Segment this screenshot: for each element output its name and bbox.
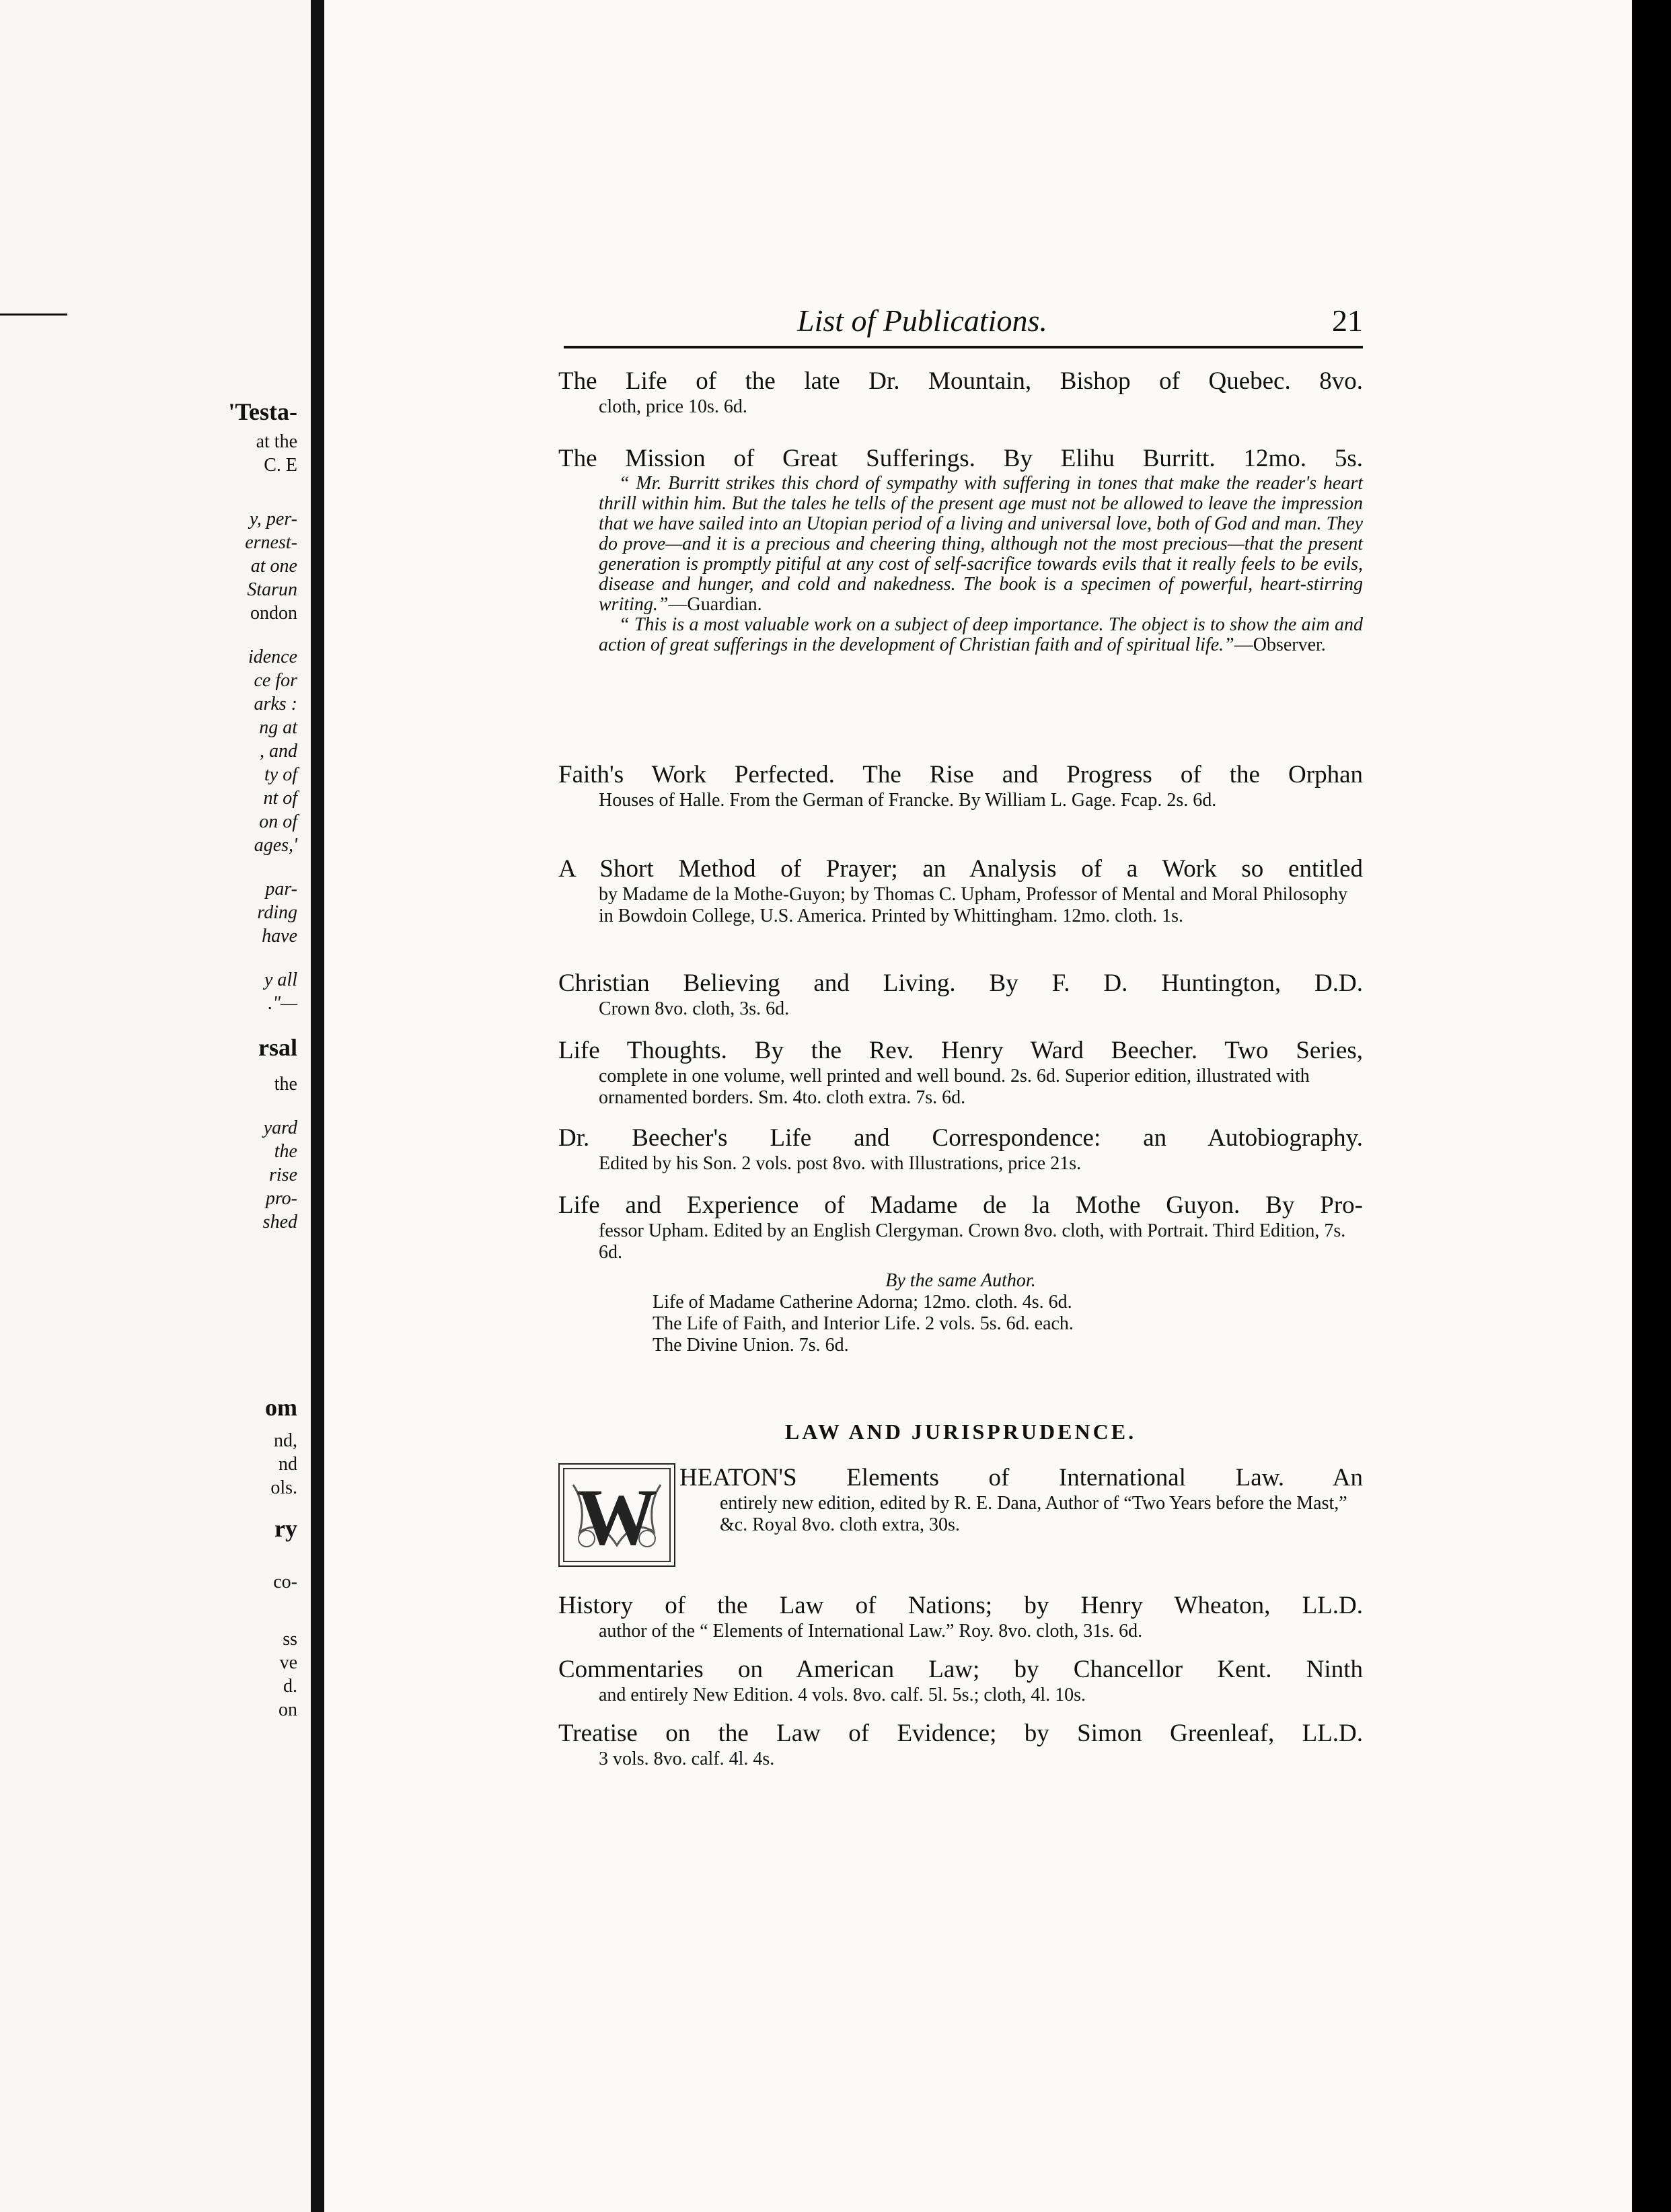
list-item: Life of Madame Catherine Adorna; 12mo. cloth. 4s. 6d. bbox=[653, 1292, 1072, 1313]
quote-source: —Observer. bbox=[1234, 634, 1326, 655]
left-fragment-text: idence bbox=[248, 647, 297, 667]
left-fragment-text: y, per- bbox=[250, 509, 297, 529]
ornamental-dropcap bbox=[558, 1463, 675, 1567]
left-fragment-text: , and bbox=[260, 741, 297, 762]
left-fragment-text: ve bbox=[279, 1652, 297, 1673]
entry-title: Treatise on the Law of Evidence; by Simon Greenleaf, LL.D. bbox=[558, 1720, 1363, 1747]
entry-desc: Crown 8vo. cloth, 3s. 6d. bbox=[599, 998, 790, 1019]
left-fragment-text: ry bbox=[274, 1515, 297, 1542]
entry-desc: author of the “ Elements of International Law.” Roy. 8vo. cloth, 31s. 6d. bbox=[599, 1621, 1143, 1642]
left-fragment-text: nd bbox=[278, 1454, 297, 1475]
quote-source: —Guardian. bbox=[668, 594, 762, 615]
left-fragment-text: ernest- bbox=[245, 532, 297, 553]
left-fragment-text: ."— bbox=[268, 993, 297, 1014]
left-fragment-text: C. E bbox=[264, 455, 297, 476]
left-fragment-text: arks : bbox=[254, 694, 297, 714]
left-fragment-text: at the bbox=[256, 431, 297, 452]
left-fragment-text: nt of bbox=[263, 788, 297, 809]
left-fragment-text: par- bbox=[265, 879, 297, 899]
wheaton-text bbox=[679, 1463, 1363, 1536]
left-fragment-text: rsal bbox=[258, 1034, 297, 1061]
entry-title: Dr. Beecher's Life and Correspondence: an Autobiography. bbox=[558, 1124, 1363, 1152]
left-fragment-text: Starun bbox=[247, 579, 297, 600]
same-author-label: By the same Author. bbox=[885, 1270, 1036, 1291]
left-fragment-text: shed bbox=[262, 1212, 297, 1232]
review-quotes bbox=[599, 474, 1363, 655]
entry-history bbox=[558, 1591, 1363, 1642]
entry-title: History of the Law of Nations; by Henry Wheaton, LL.D. bbox=[558, 1592, 1363, 1619]
quote-text: “ This is a most valuable work on a subject of deep importance. The object is to show the aim and action of great sufferings in the development of Christian faith and of spiritual life.” bbox=[599, 614, 1363, 655]
running-header bbox=[558, 289, 1363, 343]
list-item: The Life of Faith, and Interior Life. 2 vols. 5s. 6d. each. bbox=[653, 1313, 1074, 1334]
entry-title: Commentaries on American Law; by Chancellor Kent. Ninth bbox=[558, 1656, 1363, 1683]
entry-kent bbox=[558, 1655, 1363, 1706]
left-fragment-text: ages,' bbox=[254, 835, 297, 856]
entry-title: A Short Method of Prayer; an Analysis of a Work so entitled bbox=[558, 855, 1363, 883]
left-fragment-text: nd, bbox=[274, 1430, 297, 1451]
entry-desc: by Madame de la Mothe-Guyon; by Thomas C. Upham, Professor of Mental and Moral Philosophy in Bowdoin College, U.S. America. Printed by Whittingham. 12mo. cloth. 1s. bbox=[599, 884, 1348, 926]
running-title: List of Publications. bbox=[797, 303, 1047, 338]
left-fragment-text: ondon bbox=[250, 603, 297, 624]
left-fragment-text: on bbox=[278, 1699, 297, 1720]
entry-desc: Edited by his Son. 2 vols. post 8vo. with Illustrations, price 21s. bbox=[599, 1153, 1082, 1174]
quote-text: “ Mr. Burritt strikes this chord of sympathy with suffering in tones that make the reader's heart thrill within him. But the tales he tells of the present age must not be allowed to leave the impression that we have sailed into an Utopian period of a living and universal love, both of God and man. They do prove—and it is a precious and cheering thing, although not the most precious—that the present generation is promptly pitiful at any cost of self-sacrifice towards evils that it really feels to be evils, disease and hunger, and cold and nakedness. The book is a specimen of powerful, heart-stirring writing.” bbox=[599, 473, 1363, 615]
entry-wheaton bbox=[558, 1463, 1363, 1561]
left-fragment-text: om bbox=[265, 1394, 297, 1421]
header-rule bbox=[564, 346, 1363, 348]
left-fragment-text: y all bbox=[264, 969, 297, 990]
entry-guyon bbox=[558, 1191, 1363, 1356]
left-fragment-text: ss bbox=[283, 1629, 297, 1650]
entry-desc: cloth, price 10s. 6d. bbox=[599, 396, 747, 417]
entry-desc: and entirely New Edition. 4 vols. 8vo. calf. 5l. 5s.; cloth, 4l. 10s. bbox=[599, 1685, 1086, 1705]
entry-thoughts bbox=[558, 1036, 1363, 1109]
left-fragment-text: ce for bbox=[254, 670, 297, 691]
gutter bbox=[311, 0, 324, 2212]
left-fragment-text: ty of bbox=[264, 764, 297, 785]
entry-prayer bbox=[558, 854, 1363, 927]
review-quote bbox=[599, 615, 1363, 655]
left-fragment-text: yard bbox=[263, 1117, 297, 1138]
list-item: The Divine Union. 7s. 6d. bbox=[653, 1335, 849, 1356]
left-fragment-text: ols. bbox=[270, 1477, 297, 1498]
entry-believing bbox=[558, 969, 1363, 1020]
entry-mountain bbox=[558, 367, 1363, 418]
left-fragment-text: d. bbox=[283, 1676, 297, 1697]
section-heading: LAW AND JURISPRUDENCE. bbox=[784, 1420, 1137, 1444]
entry-title: The Life of the late Dr. Mountain, Bishop of Quebec. 8vo. bbox=[558, 367, 1363, 395]
scan-edge bbox=[1632, 0, 1671, 2212]
entry-faith bbox=[558, 760, 1363, 811]
left-fragment-text: rding bbox=[257, 902, 297, 923]
dropcap-letter: W bbox=[577, 1472, 657, 1561]
entry-desc: fessor Upham. Edited by an English Clergyman. Crown 8vo. cloth, with Portrait. Third Edition, 7s. 6d. bbox=[599, 1220, 1346, 1263]
left-fragment-text: the bbox=[274, 1074, 297, 1095]
left-fragment-text: rise bbox=[269, 1165, 297, 1185]
review-quote bbox=[599, 474, 1363, 615]
entry-desc: complete in one volume, well printed and well bound. 2s. 6d. Superior edition, illustrated with ornamented borders. Sm. 4to. cloth extra. 7s. 6d. bbox=[599, 1066, 1310, 1108]
left-fragment-text: have bbox=[262, 926, 297, 947]
left-page-rule bbox=[0, 314, 67, 316]
left-fragment-text: co- bbox=[273, 1572, 297, 1592]
left-fragment-text: the bbox=[274, 1141, 297, 1162]
entry-title: The Mission of Great Sufferings. By Elihu Burritt. 12mo. 5s. bbox=[558, 445, 1363, 472]
entry-title: HEATON'S Elements of International Law. An bbox=[679, 1464, 1363, 1491]
entry-title: Life Thoughts. By the Rev. Henry Ward Beecher. Two Series, bbox=[558, 1037, 1363, 1064]
entry-mission bbox=[558, 444, 1363, 655]
left-fragment-text: ng at bbox=[259, 717, 297, 738]
left-fragment-text: at one bbox=[250, 556, 297, 577]
left-page-fragment bbox=[0, 0, 311, 2212]
entry-title: Faith's Work Perfected. The Rise and Progress of the Orphan bbox=[558, 761, 1363, 788]
entry-title: Christian Believing and Living. By F. D. Huntington, D.D. bbox=[558, 969, 1363, 997]
same-author-list bbox=[653, 1292, 1363, 1356]
page-number: 21 bbox=[1332, 303, 1363, 338]
dropcap-letter-ornament bbox=[560, 1465, 674, 1565]
entry-beecher bbox=[558, 1123, 1363, 1175]
left-fragment-text: on of bbox=[259, 811, 297, 832]
left-fragment-text: pro- bbox=[265, 1188, 297, 1209]
left-fragment-text: 'Testa- bbox=[228, 398, 297, 425]
entry-desc: Houses of Halle. From the German of Francke. By William L. Gage. Fcap. 2s. 6d. bbox=[599, 790, 1217, 811]
entry-greenleaf bbox=[558, 1719, 1363, 1770]
entry-desc: entirely new edition, edited by R. E. Dana, Author of “Two Years before the Mast,” &c. Royal 8vo. cloth extra, 30s. bbox=[720, 1493, 1347, 1535]
entry-desc: 3 vols. 8vo. calf. 4l. 4s. bbox=[599, 1748, 775, 1769]
entry-title: Life and Experience of Madame de la Mothe Guyon. By Pro- bbox=[558, 1191, 1363, 1219]
